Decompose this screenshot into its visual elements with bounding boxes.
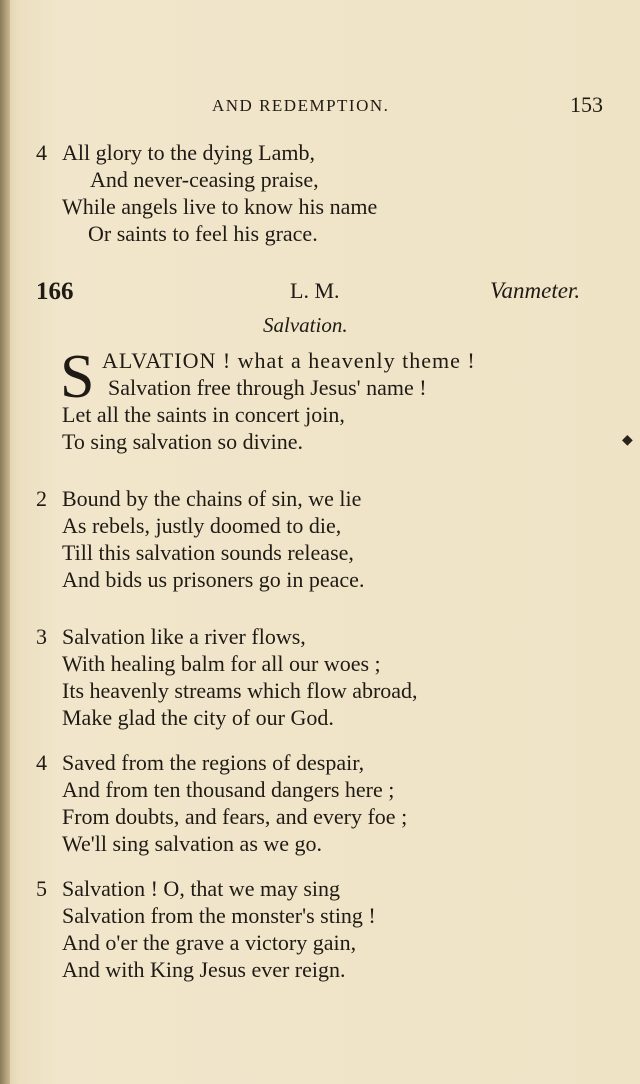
page-spine-edge: [0, 0, 10, 1084]
drop-cap: S: [60, 343, 95, 411]
verse-number: 5: [36, 876, 47, 901]
verse-line: Bound by the chains of sin, we lie: [62, 486, 362, 511]
verse-line: We'll sing salvation as we go.: [62, 831, 323, 856]
verse-number: 2: [36, 486, 47, 511]
verse-line: Or saints to feel his grace.: [88, 221, 318, 246]
hymn-meter: L. M.: [290, 278, 340, 303]
verse-line: And bids us prisoners go in peace.: [62, 567, 365, 592]
verse-line: And o'er the grave a victory gain,: [62, 930, 357, 955]
verse-line: Salvation ! O, that we may sing: [62, 876, 341, 901]
verse-line: Let all the saints in concert join,: [62, 402, 345, 427]
running-title: AND REDEMPTION.: [212, 96, 390, 115]
verse-number: 4: [36, 140, 47, 165]
hymn-number: 166: [36, 278, 74, 305]
verse-line: And with King Jesus ever reign.: [62, 957, 346, 982]
verse-number: 3: [36, 624, 47, 649]
previous-hymn-verse-4: [36, 139, 616, 249]
verse-line: With healing balm for all our woes ;: [62, 651, 381, 676]
margin-mark: ◆: [622, 432, 633, 448]
verse-line: As rebels, justly doomed to die,: [62, 513, 342, 538]
hymn-verse-5: [36, 875, 616, 985]
verse-line: Salvation from the monster's sting !: [62, 903, 376, 928]
hymn-verse-2: [36, 485, 616, 595]
verse-line: ALVATION ! what a heavenly theme !: [102, 348, 476, 373]
verse-line: Make glad the city of our God.: [62, 705, 334, 730]
hymn-tune: Vanmeter.: [490, 278, 581, 303]
verse-line: All glory to the dying Lamb,: [62, 140, 315, 165]
verse-line: To sing salvation so divine.: [62, 429, 304, 454]
hymn-title: Salvation.: [263, 313, 348, 337]
verse-line: Salvation free through Jesus' name !: [108, 375, 427, 400]
page-number: 153: [570, 92, 603, 117]
verse-line: Its heavenly streams which flow abroad,: [62, 678, 418, 703]
verse-line: Salvation like a river flows,: [62, 624, 306, 649]
hymn-verse-1: [36, 343, 616, 457]
verse-line: Till this salvation sounds release,: [62, 540, 354, 565]
verse-line: And never-ceasing praise,: [90, 167, 319, 192]
verse-line: And from ten thousand dangers here ;: [62, 777, 395, 802]
hymn-verse-4: [36, 749, 616, 859]
verse-line: From doubts, and fears, and every foe ;: [62, 804, 408, 829]
verse-line: Saved from the regions of despair,: [62, 750, 365, 775]
hymn-verse-3: [36, 623, 616, 733]
verse-line: While angels live to know his name: [62, 194, 378, 219]
verse-number: 4: [36, 750, 47, 775]
